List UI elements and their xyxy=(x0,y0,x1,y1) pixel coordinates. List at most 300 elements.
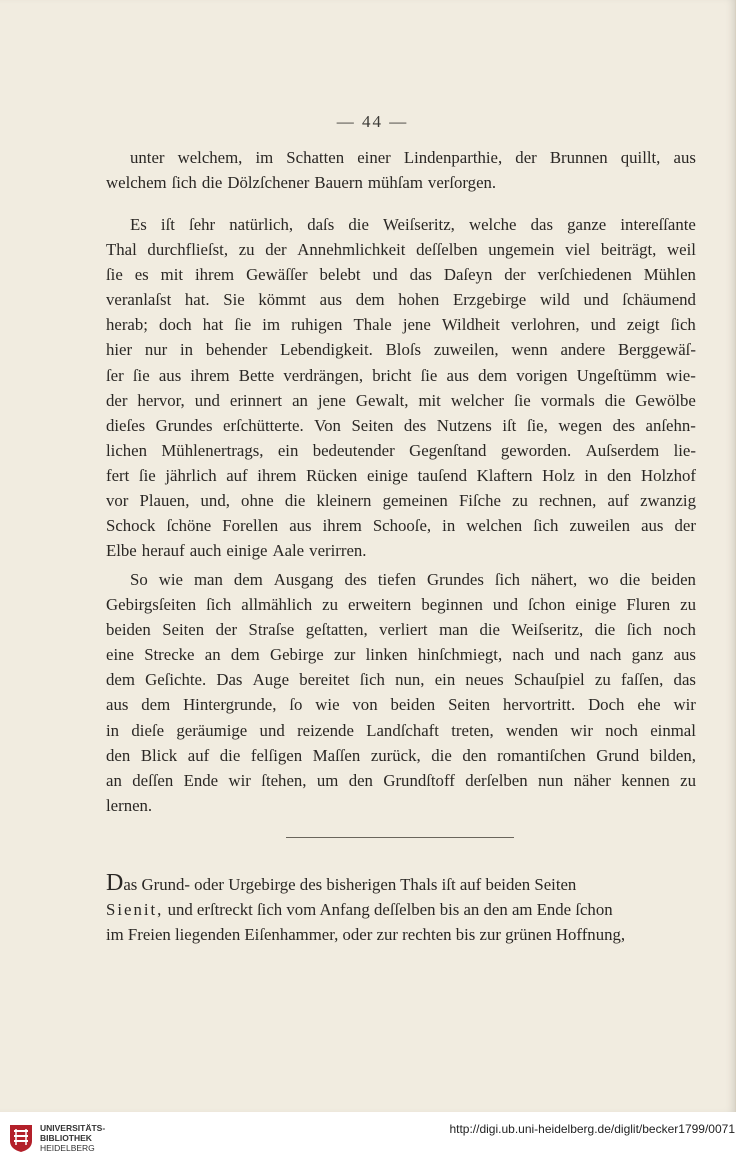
word: vormals xyxy=(540,390,595,410)
word: Mühlen xyxy=(643,265,696,285)
word: des xyxy=(403,415,427,435)
word: veranlaſst xyxy=(106,290,172,310)
word: die xyxy=(348,215,369,234)
word: Dölzſchener xyxy=(227,173,310,193)
word: zurück, xyxy=(370,745,421,765)
word: wir xyxy=(673,695,696,715)
second-line-rest: und erſtreckt ſich vom Anfang deſſelben bis an den am Ende ſchon xyxy=(167,900,613,920)
word: herauf xyxy=(141,541,185,561)
word: ihrem xyxy=(190,365,230,385)
word: es xyxy=(134,265,149,285)
text-line xyxy=(106,413,696,438)
word: andere xyxy=(560,340,606,360)
word: einige xyxy=(226,541,268,561)
word: ein xyxy=(277,440,299,460)
word: treten, xyxy=(451,720,494,740)
word: und xyxy=(590,315,616,335)
word: nähert, xyxy=(531,570,578,589)
library-name-line: HEIDELBERG xyxy=(40,1143,95,1153)
word: neues xyxy=(465,670,504,690)
source-url-link[interactable]: http://digi.ub.uni-heidelberg.de/diglit/becker1799/0071 xyxy=(449,1122,735,1136)
paragraph-2 xyxy=(106,212,696,563)
word: Brunnen xyxy=(549,148,608,167)
word: an xyxy=(204,645,221,665)
word: noch xyxy=(605,720,638,740)
word: tiefen xyxy=(377,570,417,589)
word: romantiſchen xyxy=(497,745,586,765)
word: ſie xyxy=(106,265,123,285)
word: kleinern xyxy=(316,491,372,511)
word: und xyxy=(554,645,580,665)
word: ehe xyxy=(637,695,661,715)
paragraph-4 xyxy=(106,872,696,947)
line-start xyxy=(106,872,576,897)
word: zu xyxy=(680,595,696,615)
word: Landſchaft xyxy=(366,720,439,740)
word: verirren. xyxy=(309,541,367,561)
word: Blick xyxy=(140,745,178,765)
word: bricht xyxy=(372,365,412,385)
word: ſehr xyxy=(189,215,216,234)
word: Berggewäſ- xyxy=(617,340,696,360)
word: iſt xyxy=(502,415,517,435)
word: beginnen xyxy=(421,595,483,615)
section-divider xyxy=(286,837,514,838)
word: Schatten xyxy=(286,148,345,167)
paragraph-1 xyxy=(106,145,696,195)
word: ſie xyxy=(234,315,252,335)
word: ein xyxy=(434,670,456,690)
word: das xyxy=(409,265,432,285)
word: bereitet xyxy=(299,670,350,690)
word: gemeinen xyxy=(382,491,448,511)
text-line xyxy=(106,538,696,563)
word: ihrem xyxy=(322,516,362,536)
spaced-term: Sienit, xyxy=(106,900,164,920)
word: ſie xyxy=(513,390,531,410)
library-name-line: UNIVERSITÄTS- xyxy=(40,1123,106,1133)
text-line xyxy=(106,513,696,538)
word: behender xyxy=(205,340,268,360)
word: Gewäſſer xyxy=(246,265,308,285)
word: Ungeſtümm xyxy=(576,365,657,385)
word: nun, xyxy=(395,670,425,690)
word: hohen xyxy=(398,290,440,310)
word: Bloſs xyxy=(385,340,422,360)
word: verſorgen. xyxy=(427,173,497,193)
word: eine xyxy=(106,645,134,665)
word: wo xyxy=(588,570,609,589)
word: wie- xyxy=(666,365,696,385)
word: in xyxy=(180,340,194,360)
word: hier xyxy=(106,340,133,360)
word: Thale xyxy=(353,315,392,335)
word: und, xyxy=(200,491,230,511)
word: geworden. xyxy=(500,440,572,460)
word: zu xyxy=(238,240,255,260)
word: dem xyxy=(141,695,171,715)
text-line xyxy=(106,692,696,717)
word: einer xyxy=(357,148,391,167)
word: lernen. xyxy=(106,795,153,815)
word: jene xyxy=(317,390,346,410)
word: jährlich xyxy=(165,465,217,485)
word: ſchon xyxy=(528,595,566,615)
word: ſtehen, xyxy=(261,770,307,790)
word: deſſelben xyxy=(416,240,478,260)
word: Fluren xyxy=(626,595,671,615)
word: Doch xyxy=(588,695,625,715)
word: der xyxy=(215,620,238,640)
word: und xyxy=(583,290,609,310)
word: ſich xyxy=(533,516,559,536)
word: noch xyxy=(663,620,696,640)
word: auch xyxy=(189,541,222,561)
word: daſs xyxy=(307,215,335,234)
word: nun xyxy=(538,770,564,790)
word: die xyxy=(594,620,616,640)
text-line xyxy=(106,897,696,922)
word: So xyxy=(130,570,148,589)
word: herab; xyxy=(106,315,148,335)
word: intereſſante xyxy=(620,215,696,234)
word: Seiten xyxy=(448,695,491,715)
word: ſie, xyxy=(526,415,548,435)
word: der xyxy=(515,148,537,167)
text-line xyxy=(106,145,696,170)
word: kömmt xyxy=(258,290,306,310)
word: bedeutender xyxy=(312,440,395,460)
word: zur xyxy=(333,645,356,665)
text-line xyxy=(106,337,696,362)
library-logo[interactable] xyxy=(8,1123,105,1153)
word: ganze xyxy=(567,215,607,234)
word: hinſchmiegt, xyxy=(417,645,503,665)
footer-bar xyxy=(0,1112,745,1170)
word: das xyxy=(530,215,553,234)
word: felſigen xyxy=(250,745,303,765)
word: Gegenſtand xyxy=(409,440,487,460)
word: aus xyxy=(446,365,469,385)
word: Wildheit xyxy=(441,315,500,335)
word: ſich xyxy=(494,570,521,589)
word: Seiten xyxy=(351,415,394,435)
word: welche xyxy=(468,215,517,234)
word: der xyxy=(504,265,526,285)
word: aus xyxy=(106,695,129,715)
word: Gebirge xyxy=(269,645,324,665)
word: den xyxy=(607,465,632,485)
word: hervor, xyxy=(137,390,185,410)
word: Maſſen xyxy=(312,745,361,765)
word: deſſen xyxy=(132,770,174,790)
word: aus xyxy=(158,365,182,385)
word: Forellen xyxy=(222,516,279,536)
word: verliert xyxy=(379,620,428,640)
word: wild xyxy=(539,290,570,310)
word: ganz xyxy=(631,645,664,665)
word: hat. xyxy=(184,290,210,310)
word: Grundſtoff xyxy=(383,770,455,790)
word: vorigen xyxy=(516,365,568,385)
word: ihrem xyxy=(194,265,235,285)
word: doch xyxy=(159,315,192,335)
word: man xyxy=(439,620,468,640)
word: natürlich, xyxy=(229,215,294,234)
word: Bauern xyxy=(314,173,363,193)
word: die xyxy=(431,745,452,765)
word: die xyxy=(479,620,500,640)
word: Grundes xyxy=(427,570,484,589)
word: Plauen, xyxy=(139,491,190,511)
word: Weiſseritz, xyxy=(511,620,584,640)
text-line xyxy=(106,463,696,488)
word: ſie xyxy=(132,365,150,385)
word: ſich xyxy=(626,620,652,640)
word: Von xyxy=(314,415,341,435)
word: zu xyxy=(512,491,528,511)
library-name-line: BIBLIOTHEK xyxy=(40,1133,92,1143)
word: ſich xyxy=(206,595,232,615)
line-start xyxy=(106,897,613,922)
word: erinnert xyxy=(229,390,283,410)
word: aus xyxy=(289,516,312,536)
word: wenden xyxy=(506,720,559,740)
word: der xyxy=(106,390,128,410)
text-line xyxy=(106,718,696,743)
word: beiden xyxy=(651,570,696,589)
word: Schooſe, xyxy=(372,516,432,536)
word: man xyxy=(193,570,223,589)
word: näher xyxy=(573,770,611,790)
text-line xyxy=(106,170,696,195)
word: ſchäumend xyxy=(622,290,696,310)
word: geſtatten, xyxy=(305,620,368,640)
text-line xyxy=(106,743,696,768)
text-line xyxy=(106,592,696,617)
word: lichen xyxy=(106,440,148,460)
text-line xyxy=(106,237,696,262)
word: einige xyxy=(366,465,408,485)
text-line xyxy=(106,642,696,667)
word: verdrängen, xyxy=(283,365,364,385)
word: Lebendigkeit. xyxy=(280,340,373,360)
word: wie xyxy=(158,570,183,589)
word: Rücken xyxy=(306,465,358,485)
word: Daſeyn xyxy=(443,265,493,285)
word: ſich xyxy=(359,670,385,690)
word: des xyxy=(612,415,635,435)
word: vor xyxy=(106,491,129,511)
word: Grund xyxy=(596,745,640,765)
word: bilden, xyxy=(649,745,696,765)
word: ruhigen xyxy=(291,315,343,335)
text-line xyxy=(106,212,696,237)
word: des xyxy=(344,570,367,589)
word: der xyxy=(674,516,696,536)
word: dem xyxy=(230,645,260,665)
word: fert xyxy=(106,465,130,485)
word: Thal xyxy=(106,240,137,260)
word: Sie xyxy=(223,290,245,310)
word: Aale xyxy=(272,541,305,561)
text-line xyxy=(106,363,696,388)
word: durchflieſst, xyxy=(147,240,229,260)
word: zwanzig xyxy=(640,491,696,511)
word: den xyxy=(462,745,487,765)
text-line xyxy=(106,617,696,642)
word: aus xyxy=(641,516,664,536)
word: die xyxy=(201,173,223,193)
word: erweitern xyxy=(347,595,412,615)
word: tauſend xyxy=(417,465,467,485)
word: und xyxy=(194,390,220,410)
text-line xyxy=(106,312,696,337)
word: wir xyxy=(228,770,251,790)
word: Holz xyxy=(542,465,575,485)
word: aus xyxy=(319,290,343,310)
text-line xyxy=(106,388,696,413)
word: Mühlenertrags, xyxy=(161,440,264,460)
word: in xyxy=(106,720,120,740)
word: von xyxy=(352,695,378,715)
text-line xyxy=(106,488,696,513)
word: welchen xyxy=(466,516,523,536)
word: Das xyxy=(216,670,243,690)
word: kennen xyxy=(621,770,670,790)
word: Nutzens xyxy=(436,415,492,435)
word: Gewölbe xyxy=(635,390,696,410)
word: reizende xyxy=(297,720,354,740)
word: dem xyxy=(355,290,385,310)
word: Klaftern xyxy=(476,465,533,485)
word: in xyxy=(442,516,456,536)
word: ihrem xyxy=(257,465,297,485)
word: einmal xyxy=(650,720,696,740)
text-line xyxy=(106,768,696,793)
word: Es xyxy=(130,215,147,234)
word: mühſam xyxy=(367,173,423,193)
word: um xyxy=(316,770,339,790)
word: im xyxy=(262,315,281,335)
word: ſer xyxy=(106,365,124,385)
word: jene xyxy=(402,315,431,335)
text-line: im Freien liegenden Eiſenhammer, oder zur rechten bis zur grünen Hoffnung, xyxy=(106,925,626,945)
word: einige xyxy=(575,595,617,615)
word: derſelben xyxy=(465,770,528,790)
word: Fiſche xyxy=(458,491,501,511)
first-line-rest: as Grund- oder Urgebirge des bisherigen Thals iſt auf beiden Seiten xyxy=(123,875,577,894)
text-line xyxy=(106,438,696,463)
paragraph-3 xyxy=(106,567,696,818)
word: dem xyxy=(478,365,508,385)
word: rechnen, xyxy=(539,491,597,511)
word: auf xyxy=(187,745,210,765)
word: dem xyxy=(233,570,263,589)
word: Annehmlichkeit xyxy=(297,240,406,260)
word: aus xyxy=(673,645,696,665)
word: Geſichte. xyxy=(145,670,207,690)
word: den xyxy=(106,745,131,765)
text-line xyxy=(106,287,696,312)
word: Straſse xyxy=(248,620,295,640)
word: ſo xyxy=(289,695,303,715)
word: iſt xyxy=(160,215,175,234)
word: Elbe xyxy=(106,541,137,561)
word: Auge xyxy=(252,670,290,690)
word: hervortritt. xyxy=(502,695,576,715)
word: mit xyxy=(418,390,441,410)
word: der xyxy=(265,240,287,260)
word: ohne xyxy=(241,491,274,511)
word: Ausgang xyxy=(273,570,334,589)
word: welchem, xyxy=(177,148,243,167)
word: Lindenparthie, xyxy=(403,148,503,167)
word: belebt xyxy=(319,265,361,285)
word: an xyxy=(106,770,122,790)
word: in xyxy=(584,465,598,485)
word: Bette xyxy=(238,365,275,385)
word: welcher xyxy=(450,390,504,410)
word: weil xyxy=(667,240,696,260)
page-number: — 44 — xyxy=(336,112,409,131)
word: wir xyxy=(570,720,593,740)
word: Ende xyxy=(183,770,219,790)
word: zuweilen xyxy=(569,516,631,536)
word: verlohren, xyxy=(511,315,580,335)
word: faſſen, xyxy=(620,670,664,690)
word: ſchöne xyxy=(166,516,212,536)
text-line xyxy=(106,567,696,592)
drop-cap: D xyxy=(106,870,124,896)
word: ſie xyxy=(420,365,438,385)
word: wenn xyxy=(511,340,548,360)
word: dieſe xyxy=(131,720,165,740)
word: dem xyxy=(106,670,135,690)
text-line xyxy=(106,262,696,287)
word: hat xyxy=(202,315,224,335)
library-name xyxy=(40,1123,105,1153)
word: Hintergrunde, xyxy=(183,695,277,715)
word: Grundes xyxy=(155,415,213,435)
word: Holzhof xyxy=(640,465,696,485)
word: allmählich xyxy=(241,595,313,615)
word: Auſserdem xyxy=(585,440,660,460)
word: dieſes xyxy=(106,415,146,435)
text-line xyxy=(106,667,696,692)
word: und xyxy=(259,720,285,740)
word: ſich xyxy=(670,315,696,335)
word: beiden xyxy=(390,695,436,715)
word: erſchütterte. xyxy=(223,415,304,435)
word: zuweilen, xyxy=(433,340,499,360)
word: zu xyxy=(594,670,611,690)
library-seal-icon xyxy=(8,1123,34,1153)
word: mit xyxy=(160,265,184,285)
word: anſehn- xyxy=(645,415,696,435)
text-line xyxy=(106,793,696,818)
word: den xyxy=(348,770,373,790)
word: Seiten xyxy=(162,620,205,640)
word: ungemein xyxy=(488,240,555,260)
word: und xyxy=(492,595,519,615)
word: lie- xyxy=(673,440,696,460)
word: beiträgt, xyxy=(600,240,657,260)
word: die xyxy=(284,491,306,511)
word: nur xyxy=(144,340,168,360)
word: nach xyxy=(589,645,622,665)
word: linken xyxy=(365,645,408,665)
